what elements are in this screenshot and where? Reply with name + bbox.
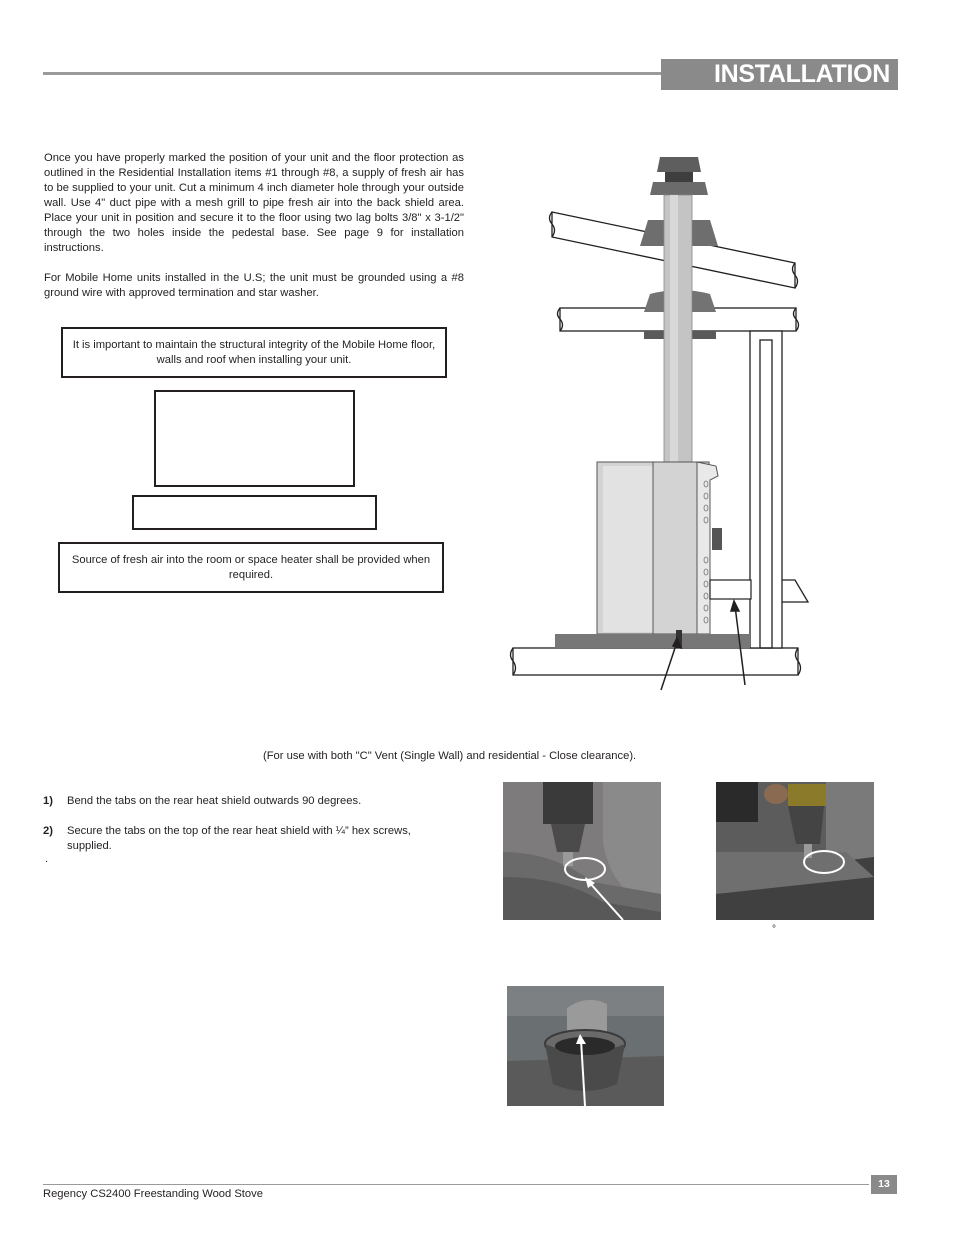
page-number: 13	[871, 1175, 897, 1194]
footer-product-name: Regency CS2400 Freestanding Wood Stove	[43, 1188, 263, 1200]
step-text: Bend the tabs on the rear heat shield outwards 90 degrees.	[67, 795, 362, 807]
header-rule	[43, 72, 661, 75]
step-text: Secure the tabs on the top of the rear heat shield with ¼” hex screws, supplied.	[67, 825, 411, 852]
structural-integrity-notice: It is important to maintain the structural integrity of the Mobile Home floor, walls and roof when installing your unit.	[61, 327, 447, 378]
section-title: INSTALLATION	[661, 59, 898, 90]
step-2	[43, 824, 463, 856]
step-number: 2)	[43, 825, 53, 837]
step-number: 1)	[43, 795, 53, 807]
diagram-caption: (For use with both "C" Vent (Single Wall) and residential - Close clearance).	[263, 750, 637, 762]
step-1	[43, 794, 463, 809]
photo-fresh-air-collar	[507, 986, 664, 1106]
empty-label-box	[132, 495, 377, 530]
intro-paragraph-1: Once you have properly marked the position of your unit and the floor protection as outlined in the Residential Installation items #1 through #8, a supply of fresh air has to be supplied to your unit. Cut a minimum 4 inch diameter hole through your outside wall. Use 4" duct pipe with a mesh grill to pipe fresh air into the back shield area. Place your unit in position and secure it to the floor using two lag bolts 3/8" x 3-1/2" through the two holes inside the pedestal base. See page 9 for installation instructions.	[44, 152, 464, 254]
mobile-home-installation-diagram	[505, 150, 815, 695]
intro-paragraph-2: For Mobile Home units installed in the U.S; the unit must be grounded using a #8 ground wire with approved termination and star washer.	[44, 272, 464, 299]
footer-rule	[43, 1184, 869, 1185]
stray-period: .	[45, 853, 49, 865]
degree-mark: °	[772, 924, 776, 935]
fresh-air-notice: Source of fresh air into the room or space heater shall be provided when required.	[58, 542, 444, 593]
empty-notice-box	[154, 390, 355, 487]
photo-drill-heat-shield	[503, 782, 661, 920]
photo-drill-secure-tab	[716, 782, 874, 920]
